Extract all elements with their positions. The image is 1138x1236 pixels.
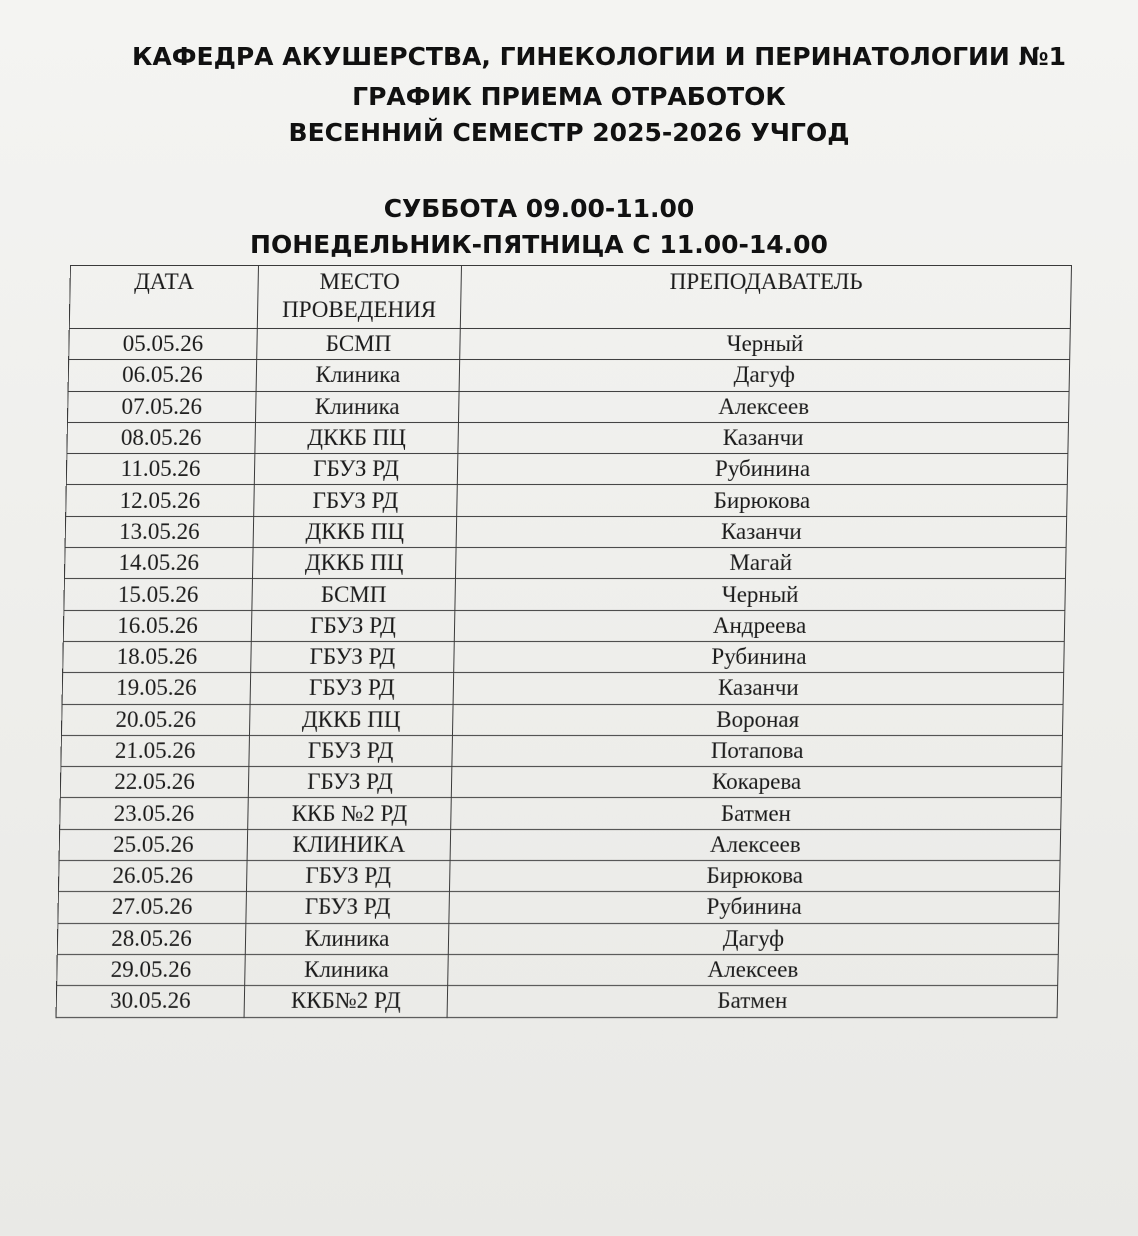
table-row bbox=[56, 986, 1058, 1017]
cell-date: 14.05.26 bbox=[64, 548, 253, 579]
cell-place: ГБУЗ РД bbox=[246, 861, 450, 892]
table-row bbox=[60, 798, 1062, 829]
cell-place: БСМП bbox=[257, 329, 461, 360]
cell-place: ДККБ ПЦ bbox=[253, 516, 457, 547]
table-row bbox=[59, 829, 1061, 860]
cell-place: Клиника bbox=[245, 923, 449, 954]
cell-place: Клиника bbox=[255, 391, 459, 422]
cell-place: ККБ №2 РД bbox=[248, 798, 452, 829]
cell-teacher: Кокарева bbox=[451, 767, 1062, 798]
table-row bbox=[67, 391, 1069, 422]
schedule-title: ГРАФИК ПРИЕМА ОТРАБОТОК bbox=[352, 82, 786, 111]
table-header-row bbox=[69, 266, 1071, 329]
table-row bbox=[60, 767, 1062, 798]
cell-teacher: Рубинина bbox=[454, 641, 1065, 672]
table-row bbox=[64, 548, 1066, 579]
cell-teacher: Казанчи bbox=[453, 673, 1064, 704]
cell-date: 18.05.26 bbox=[63, 641, 252, 672]
cell-date: 08.05.26 bbox=[67, 422, 256, 453]
cell-teacher: Андреева bbox=[454, 610, 1065, 641]
weekday-hours: ПОНЕДЕЛЬНИК-ПЯТНИЦА С 11.00-14.00 bbox=[250, 230, 828, 259]
cell-place: ДККБ ПЦ bbox=[255, 422, 459, 453]
cell-date: 30.05.26 bbox=[56, 986, 245, 1017]
table-row bbox=[69, 329, 1071, 360]
table-row bbox=[57, 923, 1059, 954]
cell-date: 12.05.26 bbox=[66, 485, 255, 516]
cell-place: ДККБ ПЦ bbox=[249, 704, 453, 735]
cell-teacher: Потапова bbox=[452, 735, 1063, 766]
table-row bbox=[62, 673, 1064, 704]
cell-teacher: Казанчи bbox=[456, 516, 1067, 547]
cell-teacher: Батмен bbox=[451, 798, 1062, 829]
cell-teacher: Вороная bbox=[452, 704, 1063, 735]
cell-date: 21.05.26 bbox=[61, 735, 250, 766]
cell-teacher: Дагуф bbox=[448, 923, 1059, 954]
table-row bbox=[66, 485, 1068, 516]
cell-place: КЛИНИКА bbox=[247, 829, 451, 860]
cell-place: Клиника bbox=[256, 360, 460, 391]
table-row bbox=[65, 516, 1067, 547]
cell-place: ГБУЗ РД bbox=[246, 892, 450, 923]
cell-date: 23.05.26 bbox=[60, 798, 249, 829]
cell-date: 13.05.26 bbox=[65, 516, 254, 547]
cell-teacher: Рубинина bbox=[457, 454, 1068, 485]
cell-teacher: Бирюкова bbox=[457, 485, 1068, 516]
cell-date: 16.05.26 bbox=[63, 610, 252, 641]
table-row bbox=[67, 422, 1069, 453]
cell-teacher: Казанчи bbox=[458, 422, 1069, 453]
cell-date: 26.05.26 bbox=[58, 861, 247, 892]
cell-teacher: Черный bbox=[455, 579, 1066, 610]
table-row bbox=[58, 861, 1060, 892]
cell-date: 19.05.26 bbox=[62, 673, 251, 704]
cell-teacher: Рубинина bbox=[449, 892, 1060, 923]
cell-teacher: Алексеев bbox=[450, 829, 1061, 860]
column-header-place bbox=[257, 266, 461, 329]
cell-place: ГБУЗ РД bbox=[251, 610, 455, 641]
table-row bbox=[63, 610, 1065, 641]
column-header-teacher: ПРЕПОДАВАТЕЛЬ bbox=[460, 266, 1071, 329]
table-row bbox=[68, 360, 1070, 391]
table-row bbox=[61, 704, 1063, 735]
column-header-place-line2: ПРОВЕДЕНИЯ bbox=[281, 297, 437, 322]
cell-place: Клиника bbox=[245, 954, 449, 985]
cell-teacher: Дагуф bbox=[459, 360, 1070, 391]
cell-date: 25.05.26 bbox=[59, 829, 248, 860]
cell-place: ГБУЗ РД bbox=[249, 735, 453, 766]
cell-place: БСМП bbox=[252, 579, 456, 610]
cell-teacher: Бирюкова bbox=[449, 861, 1060, 892]
cell-date: 28.05.26 bbox=[57, 923, 246, 954]
cell-teacher: Алексеев bbox=[448, 954, 1059, 985]
cell-date: 11.05.26 bbox=[66, 454, 255, 485]
cell-place: ДККБ ПЦ bbox=[252, 548, 456, 579]
cell-place: ГБУЗ РД bbox=[248, 767, 452, 798]
semester-title: ВЕСЕННИЙ СЕМЕСТР 2025-2026 УЧГОД bbox=[288, 118, 850, 147]
cell-date: 06.05.26 bbox=[68, 360, 257, 391]
cell-place: ГБУЗ РД bbox=[254, 485, 458, 516]
cell-teacher: Магай bbox=[455, 548, 1066, 579]
cell-date: 29.05.26 bbox=[57, 954, 246, 985]
department-title: КАФЕДРА АКУШЕРСТВА, ГИНЕКОЛОГИИ И ПЕРИНАТОЛОГИИ №1 bbox=[131, 42, 1067, 71]
cell-teacher: Черный bbox=[460, 329, 1071, 360]
cell-date: 15.05.26 bbox=[64, 579, 253, 610]
cell-date: 05.05.26 bbox=[69, 329, 258, 360]
cell-date: 07.05.26 bbox=[67, 391, 256, 422]
table-row bbox=[57, 954, 1059, 985]
table-row bbox=[66, 454, 1068, 485]
cell-teacher: Алексеев bbox=[458, 391, 1069, 422]
column-header-date: ДАТА bbox=[69, 266, 258, 329]
cell-date: 22.05.26 bbox=[60, 767, 249, 798]
cell-date: 27.05.26 bbox=[58, 892, 247, 923]
cell-place: ГБУЗ РД bbox=[250, 673, 454, 704]
table-row bbox=[63, 641, 1065, 672]
cell-place: ГБУЗ РД bbox=[251, 641, 455, 672]
schedule-table bbox=[56, 265, 1072, 1018]
saturday-hours: СУББОТА 09.00-11.00 bbox=[383, 194, 695, 223]
cell-place: ГБУЗ РД bbox=[254, 454, 458, 485]
column-header-place-line1: МЕСТО bbox=[319, 269, 401, 294]
table-row bbox=[61, 735, 1063, 766]
cell-date: 20.05.26 bbox=[61, 704, 250, 735]
table-row bbox=[64, 579, 1066, 610]
cell-teacher: Батмен bbox=[447, 986, 1058, 1017]
cell-place: ККБ№2 РД bbox=[244, 986, 448, 1017]
table-row bbox=[58, 892, 1060, 923]
